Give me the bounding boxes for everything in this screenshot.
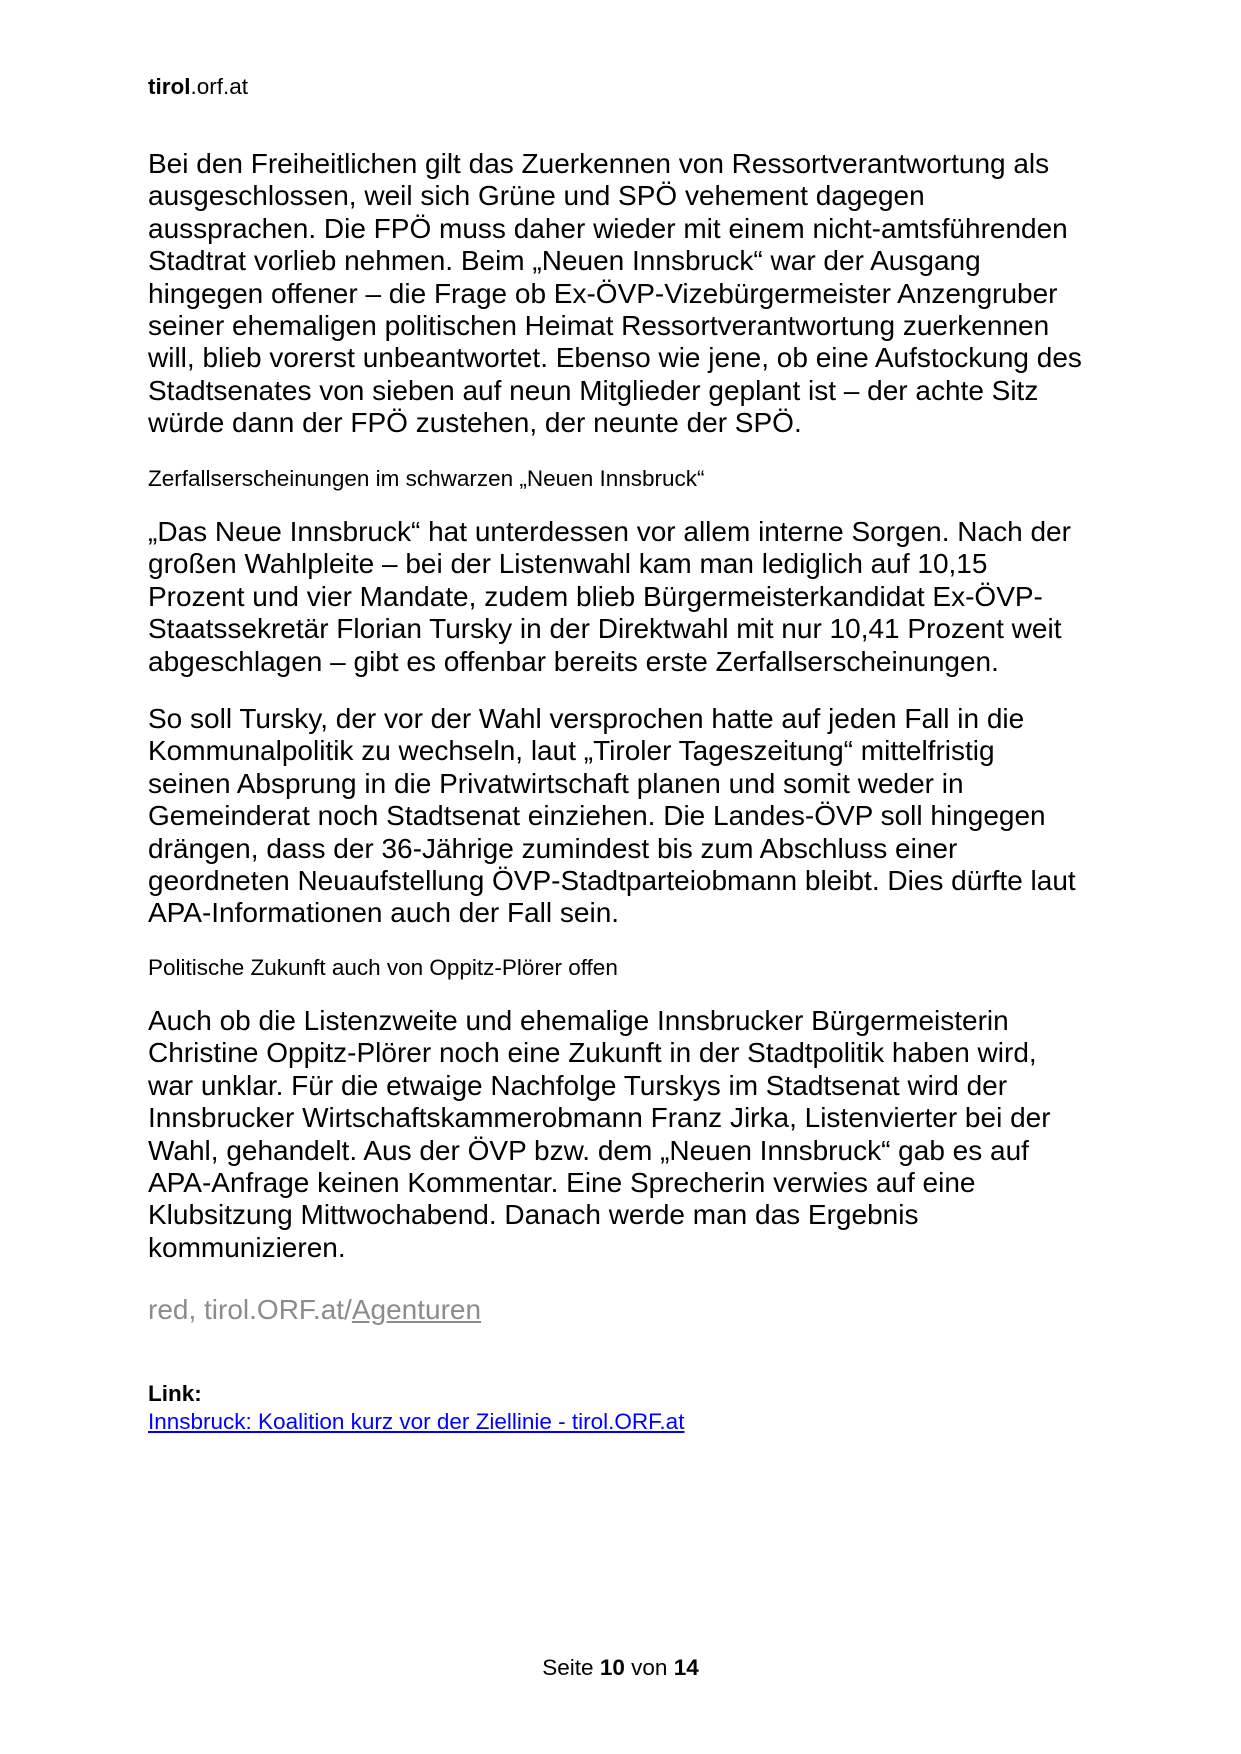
site-header xyxy=(148,74,248,100)
article-source-line xyxy=(148,1294,481,1326)
page-footer xyxy=(0,1655,1241,1681)
article-subheading-2: Politische Zukunft auch von Oppitz-Plörer offen xyxy=(148,955,618,980)
article-subheading-1: Zerfallserscheinungen im schwarzen „Neuen Innsbruck“ xyxy=(148,466,705,491)
article-paragraph-2: „Das Neue Innsbruck“ hat unterdessen vor allem interne Sorgen. Nach der großen Wahlpleite – bei der Listenwahl kam man lediglich auf 10,15 Prozent und vier Mandate, zudem blieb Bürgermeisterkandidat Ex-ÖVP- Staatssekretär Florian Tursky in der Direktwahl mit nur 10,41 Prozent weit abgeschlagen – gibt es offenbar bereits erste Zerfallserscheinungen. xyxy=(148,516,1071,677)
article-paragraph-3: So soll Tursky, der vor der Wahl versprochen hatte auf jeden Fall in die Kommunalpolitik zu wechseln, laut „Tiroler Tageszeitung“ mittelfristig seinen Absprung in die Privatwirtschaft planen und somit weder in Gemeinderat noch Stadtsenat einziehen. Die Landes-ÖVP soll hingegen drängen, dass der 36-Jährige zumindest bis zum Abschluss einer geordneten Neuaufstellung ÖVP-Stadtparteiobmann bleibt. Dies dürfte laut APA-Informationen auch der Fall sein. xyxy=(148,703,1076,929)
total-page-count: 14 xyxy=(673,1655,699,1680)
page-number-separator: von xyxy=(631,1655,668,1680)
site-name-domain: .orf.at xyxy=(190,74,249,99)
source-prefix: red, tirol.ORF.at/ xyxy=(148,1294,352,1325)
link-label: Link: xyxy=(148,1381,202,1406)
article-paragraph-1: Bei den Freiheitlichen gilt das Zuerkennen von Ressortverantwortung als ausgeschlossen, weil sich Grüne und SPÖ vehement dagegen aussprachen. Die FPÖ muss daher wieder mit einem nicht-amtsführenden Stadtrat vorlieb nehmen. Beim „Neuen Innsbruck“ war der Ausgang hingegen offener – die Frage ob Ex-ÖVP-Vizebürgermeister Anzengruber seiner ehemaligen politischen Heimat Ressortverantwortung zuerkennen will, blieb vorerst unbeantwortet. Ebenso wie jene, ob eine Aufstockung des Stadtsenates von sieben auf neun Mitglieder geplant ist – der achte Sitz würde dann der FPÖ zustehen, der neunte der SPÖ. xyxy=(148,148,1082,439)
page-number-prefix: Seite xyxy=(542,1655,594,1680)
site-name-bold: tirol xyxy=(148,74,191,99)
article-paragraph-4: Auch ob die Listenzweite und ehemalige Innsbrucker Bürgermeisterin Christine Oppitz-Plörer noch eine Zukunft in der Stadtpolitik haben wird, war unklar. Für die etwaige Nachfolge Turskys im Stadtsenat wird der Innsbrucker Wirtschaftskammerobmann Franz Jirka, Listenvierter bei der Wahl, gehandelt. Aus der ÖVP bzw. dem „Neuen Innsbruck“ gab es auf APA-Anfrage keinen Kommentar. Eine Sprecherin verwies auf eine Klubsitzung Mittwochabend. Danach werde man das Ergebnis kommunizieren. xyxy=(148,1005,1051,1263)
source-agencies-link[interactable]: Agenturen xyxy=(351,1294,482,1325)
related-article-link[interactable]: Innsbruck: Koalition kurz vor der Ziellinie - tirol.ORF.at xyxy=(148,1409,685,1434)
current-page-number: 10 xyxy=(599,1655,625,1680)
